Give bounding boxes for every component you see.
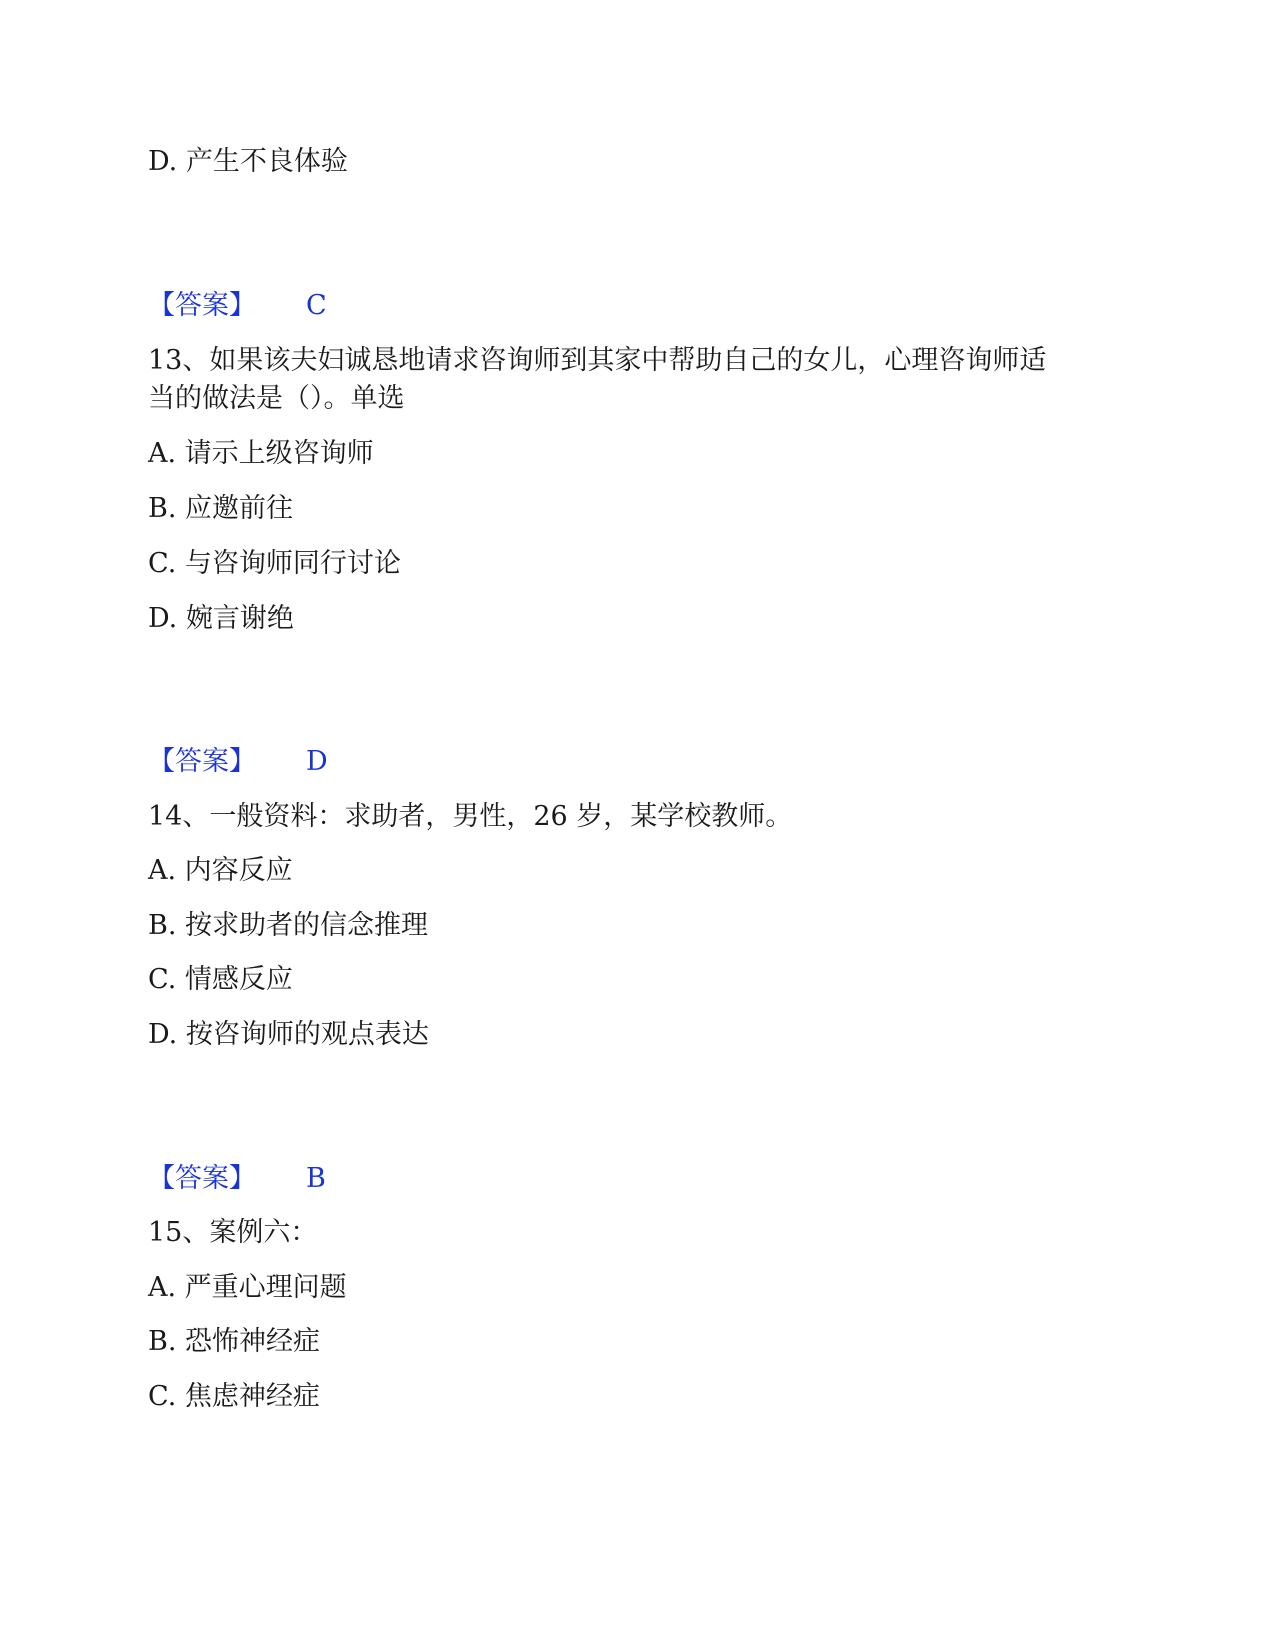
option-line: B. 按求助者的信念推理 — [148, 910, 429, 941]
option-line: C. 情感反应 — [148, 964, 293, 995]
option-line: C. 焦虑神经症 — [148, 1381, 320, 1412]
answer-label: 【答案】 — [148, 1163, 256, 1194]
question-13-line-2: 当的做法是（）。单选 — [148, 383, 405, 414]
answer-line — [148, 1159, 326, 1199]
option-line: D. 婉言谢绝 — [148, 603, 294, 634]
option-line: A. 严重心理问题 — [148, 1272, 347, 1303]
answer-label: 【答案】 — [148, 290, 256, 321]
option-line: A. 请示上级咨询师 — [148, 438, 374, 469]
answer-letter: B — [306, 1163, 326, 1194]
question-14-line-1: 14、一般资料：求助者，男性，26 岁，某学校教师。 — [148, 801, 793, 832]
answer-line — [148, 286, 327, 326]
answer-letter: D — [306, 746, 328, 777]
option-line: A. 内容反应 — [148, 855, 293, 886]
answer-label: 【答案】 — [148, 746, 256, 777]
answer-line — [148, 742, 328, 782]
question-13-line-1: 13、如果该夫妇诚恳地请求咨询师到其家中帮助自己的女儿，心理咨询师适 — [148, 345, 1047, 376]
answer-letter: C — [306, 290, 327, 321]
option-line: B. 恐怖神经症 — [148, 1326, 321, 1357]
option-line: D. 产生不良体验 — [148, 146, 348, 177]
option-line: D. 按咨询师的观点表达 — [148, 1019, 429, 1050]
option-line: C. 与咨询师同行讨论 — [148, 548, 401, 579]
question-15-line-1: 15、案例六： — [148, 1217, 318, 1248]
option-line: B. 应邀前往 — [148, 493, 294, 524]
